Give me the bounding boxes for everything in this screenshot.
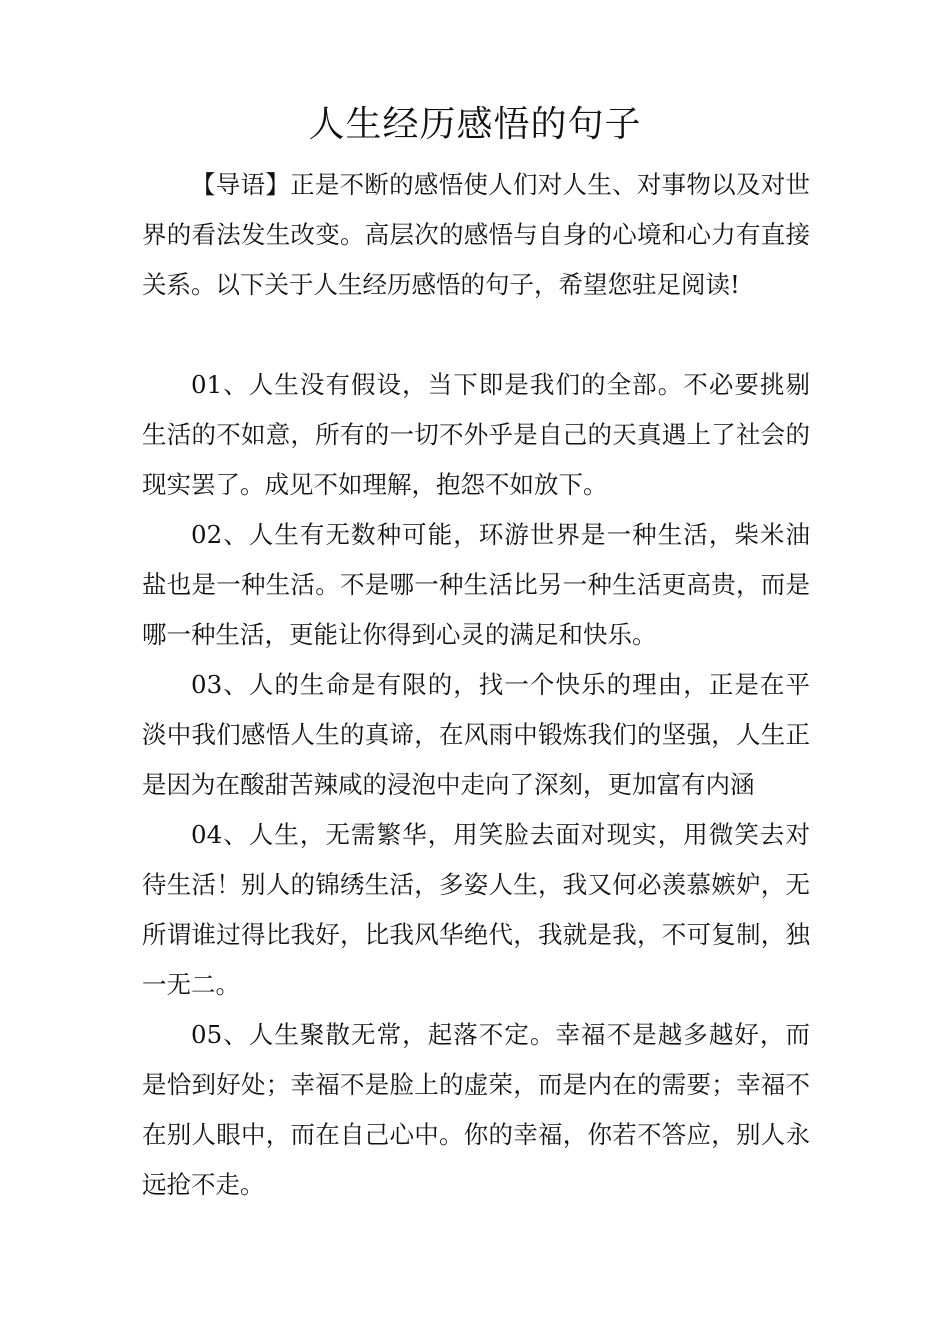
- paragraph-02: 02、人生有无数种可能，环游世界是一种生活，柴米油盐也是一种生活。不是哪一种生活比另一种生活更高贵，而是哪一种生活，更能让你得到心灵的满足和快乐。: [142, 520, 810, 649]
- document-body: [142, 160, 810, 1210]
- paragraph-04: 04、人生，无需繁华，用笑脸去面对现实，用微笑去对待生活！别人的锦绣生活，多姿人生，我又何必羡慕嫉妒，无所谓谁过得比我好，比我风华绝代，我就是我，不可复制，独一无二。: [142, 820, 810, 999]
- paragraph-05: 05、人生聚散无常，起落不定。幸福不是越多越好，而是恰到好处；幸福不是脸上的虚荣，而是内在的需要；幸福不在别人眼中，而在自己心中。你的幸福，你若不答应，别人永远抢不走。: [142, 1020, 810, 1199]
- intro-paragraph: 【导语】正是不断的感悟使人们对人生、对事物以及对世界的看法发生改变。高层次的感悟与自身的心境和心力有直接关系。以下关于人生经历感悟的句子，希望您驻足阅读!: [142, 170, 810, 299]
- paragraph-03: 03、人的生命是有限的，找一个快乐的理由，正是在平淡中我们感悟人生的真谛，在风雨中锻炼我们的坚强，人生正是因为在酸甜苦辣咸的浸泡中走向了深刻，更加富有内涵: [142, 670, 810, 799]
- paragraph-01: 01、人生没有假设，当下即是我们的全部。不必要挑剔生活的不如意，所有的一切不外乎是自己的天真遇上了社会的现实罢了。成见不如理解，抱怨不如放下。: [142, 370, 810, 499]
- paragraph-spacer: [142, 310, 810, 360]
- document-title: 人生经历感悟的句子: [308, 104, 642, 145]
